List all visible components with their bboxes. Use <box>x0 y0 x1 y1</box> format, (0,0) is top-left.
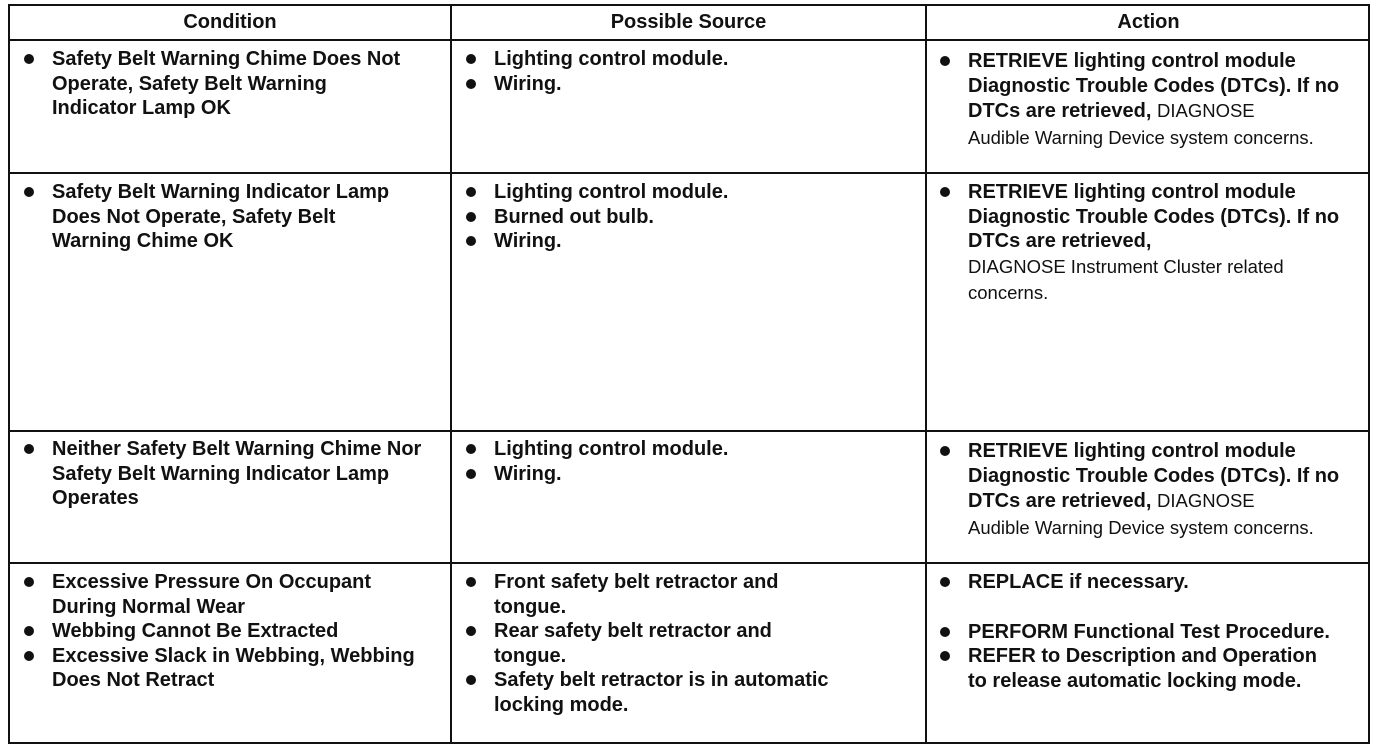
list-item: Neither Safety Belt Warning Chime Nor Safety Belt Warning Indicator Lamp Operates <box>16 437 426 511</box>
list-item: Excessive Pressure On Occupant During Normal Wear <box>16 570 426 619</box>
list-item: REPLACE if necessary. <box>932 570 1332 595</box>
list-item: RETRIEVE lighting control module Diagnostic Trouble Codes (DTCs). If no DTCs are retrieved, DIAGNOSE Instrument Cluster related concerns. <box>932 180 1357 307</box>
list-item: Wiring. <box>458 462 898 487</box>
list-item: Front safety belt retractor and tongue. <box>458 570 838 619</box>
list-item: Burned out bulb. <box>458 205 898 230</box>
list-item: PERFORM Functional Test Procedure. <box>932 620 1332 645</box>
row-divider <box>10 172 1368 174</box>
column-divider <box>450 6 452 742</box>
row1-condition <box>16 47 416 121</box>
list-item: Wiring. <box>458 229 898 254</box>
list-item: Webbing Cannot Be Extracted <box>16 619 426 644</box>
header-possible-source: Possible Source <box>610 11 767 33</box>
column-divider <box>925 6 927 742</box>
list-item: Rear safety belt retractor and tongue. <box>458 619 838 668</box>
list-item: RETRIEVE lighting control module Diagnostic Trouble Codes (DTCs). If no DTCs are retrieved, DIAGNOSE Audible Warning Device system concerns. <box>932 49 1357 151</box>
list-item: Lighting control module. <box>458 180 898 205</box>
list-item: Lighting control module. <box>458 47 898 72</box>
row4-source <box>458 570 838 717</box>
header-action: Action <box>1117 11 1180 33</box>
list-item: Wiring. <box>458 72 898 97</box>
row-divider <box>10 430 1368 432</box>
list-item: RETRIEVE lighting control module Diagnostic Trouble Codes (DTCs). If no DTCs are retrieved, DIAGNOSE Audible Warning Device system concerns. <box>932 439 1357 541</box>
header-condition: Condition <box>183 11 277 33</box>
row1-source <box>458 47 898 96</box>
list-item: Safety Belt Warning Chime Does Not Operate, Safety Belt Warning Indicator Lamp OK <box>16 47 416 121</box>
list-item: Safety Belt Warning Indicator Lamp Does Not Operate, Safety Belt Warning Chime OK <box>16 180 406 254</box>
row2-source <box>458 180 898 254</box>
row2-action <box>932 180 1357 307</box>
row3-condition <box>16 437 426 511</box>
list-item: Lighting control module. <box>458 437 898 462</box>
list-item: Excessive Slack in Webbing, Webbing Does Not Retract <box>16 644 426 693</box>
row2-condition <box>16 180 406 254</box>
list-item: REFER to Description and Operation to release automatic locking mode. <box>932 644 1332 693</box>
row-divider <box>10 39 1368 41</box>
list-item: Safety belt retractor is in automatic locking mode. <box>458 668 838 717</box>
row3-source <box>458 437 898 486</box>
row4-condition <box>16 570 426 693</box>
row3-action <box>932 439 1357 541</box>
row-divider <box>10 562 1368 564</box>
row4-action <box>932 570 1332 693</box>
diagnostic-table <box>8 4 1370 744</box>
row1-action <box>932 49 1357 151</box>
